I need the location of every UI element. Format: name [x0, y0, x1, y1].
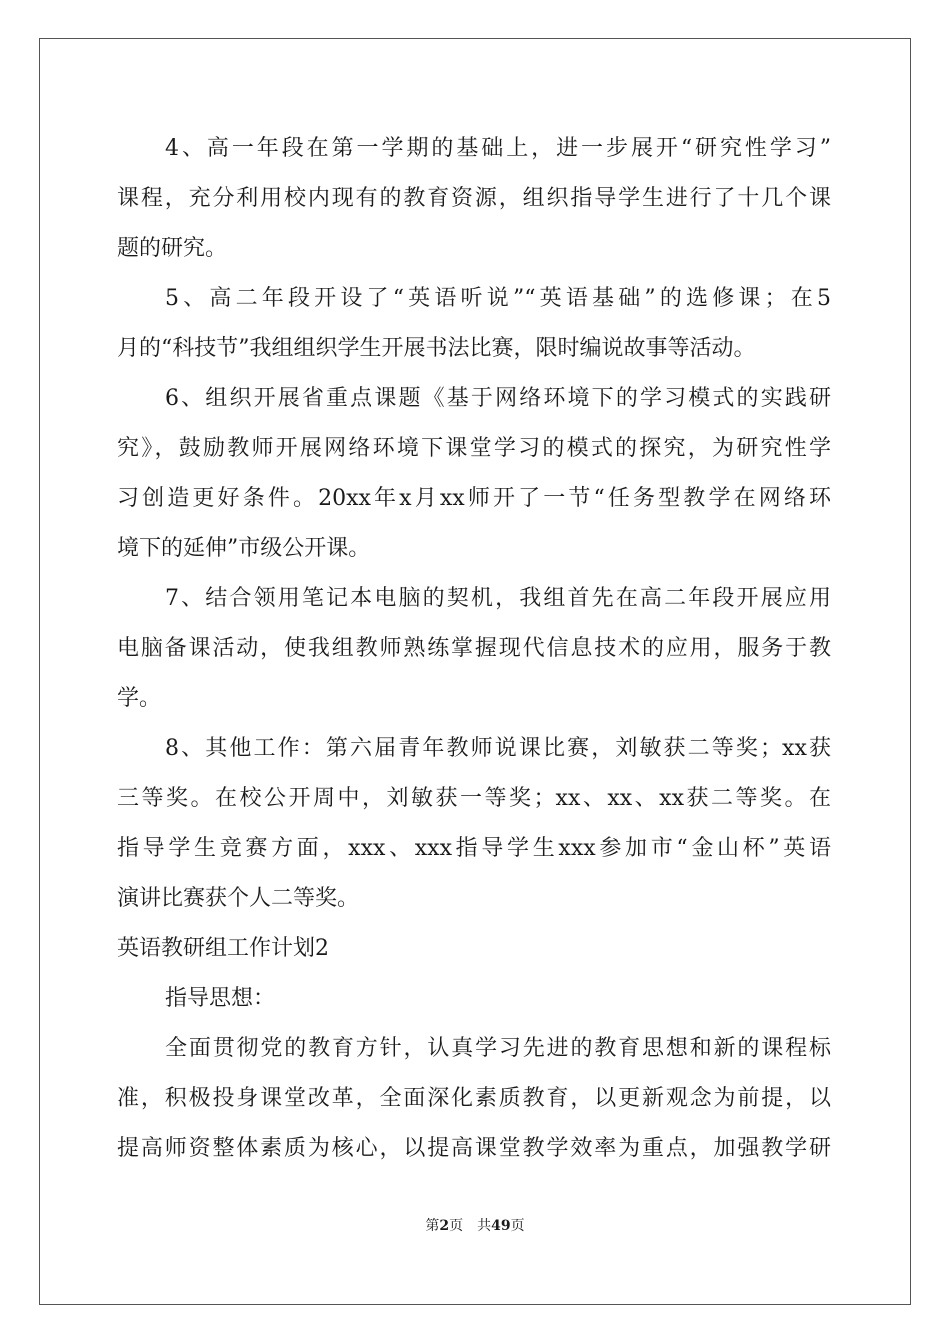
paragraph-line: 题的研究。: [117, 236, 228, 261]
footer-mid: 页 共: [449, 1218, 492, 1234]
paragraph-line: 学。: [117, 686, 162, 711]
paragraph-line: 演讲比赛获个人二等奖。: [117, 886, 360, 911]
paragraph-line: 提高师资整体素质为核心，以提高课堂教学效率为重点，加强教学研: [117, 1136, 831, 1161]
paragraph-line: 指导学生竞赛方面，xxx、xxx指导学生xxx参加市“金山杯”英语: [117, 836, 831, 861]
paragraph-line: 7、结合领用笔记本电脑的契机，我组首先在高二年段开展应用: [165, 586, 831, 611]
paragraph-line: 全面贯彻党的教育方针，认真学习先进的教育思想和新的课程标: [165, 1036, 831, 1061]
paragraph-line: 课程，充分利用校内现有的教育资源，组织指导学生进行了十几个课: [117, 186, 831, 211]
footer-prefix: 第: [425, 1218, 440, 1234]
paragraph-line: 准，积极投身课堂改革，全面深化素质教育，以更新观念为前提，以: [117, 1086, 831, 1111]
paragraph-line: 5、高二年段开设了“英语听说”“英语基础”的选修课；在5: [165, 286, 831, 311]
paragraph-line: 习创造更好条件。20xx年x月xx师开了一节“任务型教学在网络环: [117, 486, 831, 511]
page-border: [39, 38, 911, 1305]
total-pages: 49: [491, 1218, 511, 1234]
footer-suffix: 页: [510, 1218, 525, 1234]
paragraph-line: 三等奖。在校公开周中，刘敏获一等奖；xx、xx、xx获二等奖。在: [117, 786, 831, 811]
paragraph-line: 究》，鼓励教师开展网络环境下课堂学习的模式的探究，为研究性学: [117, 436, 831, 461]
paragraph-line: 8、其他工作：第六届青年教师说课比赛，刘敏获二等奖；xx获: [165, 736, 831, 761]
page-footer: [0, 1216, 950, 1236]
page-number: 2: [439, 1218, 450, 1234]
section-title: 英语教研组工作计划2: [117, 936, 329, 961]
paragraph-line: 6、组织开展省重点课题《基于网络环境下的学习模式的实践研: [165, 386, 831, 411]
paragraph-line: 电脑备课活动，使我组教师熟练掌握现代信息技术的应用，服务于教: [117, 636, 831, 661]
paragraph-line: 4、高一年段在第一学期的基础上，进一步展开“研究性学习”: [165, 136, 831, 161]
paragraph-line: 境下的延伸”市级公开课。: [117, 536, 371, 561]
paragraph-line: 月的“科技节”我组组织学生开展书法比赛，限时编说故事等活动。: [117, 336, 756, 361]
subheading: 指导思想：: [165, 986, 276, 1011]
